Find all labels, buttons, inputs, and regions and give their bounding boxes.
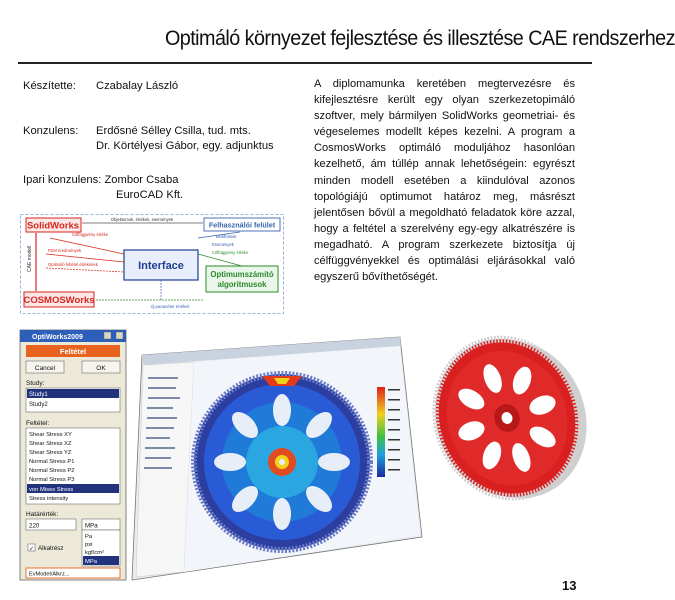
industry-name-1: Zombor Csaba	[104, 174, 179, 186]
stress-gear	[194, 374, 370, 550]
dialog-title: OptiWorks2009	[32, 334, 83, 341]
arrow-values-label: Célfüggvény értéke	[72, 232, 109, 237]
advisor-row	[23, 124, 274, 154]
condition-item: von Mises Stress	[29, 487, 74, 493]
unit-option: psi	[85, 542, 93, 548]
limit-label: Határérték:	[26, 511, 59, 518]
architecture-diagram	[20, 214, 284, 314]
solidworks-label: SolidWorks	[26, 220, 80, 232]
optiworks-dialog	[20, 330, 126, 580]
advisor-label: Konzulens:	[23, 125, 79, 137]
red-gear-render	[422, 330, 592, 500]
unit-value: MPa	[85, 522, 98, 530]
cancel-label: Cancel	[34, 365, 56, 372]
ok-label: OK	[96, 365, 106, 372]
unit-option: Pa	[85, 534, 93, 540]
advisor-name-1: Erdősné Sélley Csilla, tud. mts.	[96, 125, 251, 137]
page-title: Optimáló környezet fejlesztése és illesztése CAE rendszerhez	[164, 26, 675, 50]
condition-item: Normal Stress P3	[29, 477, 75, 483]
cosmosworks-label: COSMOSWorks	[23, 295, 95, 306]
dialog-tab-label: Feltétel	[59, 347, 87, 356]
page-number: 13	[562, 578, 577, 593]
part-label: Alkatrész	[38, 545, 64, 552]
industry-label: Ipari konzulens:	[23, 174, 102, 186]
user-interface-label: Felhasználói felület	[208, 220, 276, 230]
condition-item: Shear Stress YZ	[29, 450, 72, 456]
industry-name-2: EuroCAD Kft.	[116, 189, 184, 201]
interface-label: Interface	[138, 260, 184, 272]
arrow-reads-label: Beállítások	[216, 234, 237, 239]
check-icon: ✓	[28, 546, 35, 553]
optimizer-label-1: Optimumszámító	[210, 270, 274, 279]
condition-item: Shear Stress XY	[29, 432, 72, 438]
part-value: EvModel/Alkrz...	[29, 571, 70, 578]
condition-item: Normal Stress P1	[29, 459, 75, 465]
advisor-name-2: Dr. Körtélyesi Gábor, egy. adjunktus	[96, 140, 274, 152]
author-label: Készítette:	[23, 80, 76, 92]
condition-item: Normal Stress P2	[29, 468, 75, 474]
close-icon	[116, 332, 123, 339]
condition-item: Shear Stress XZ	[29, 441, 72, 447]
minimize-icon	[104, 332, 111, 339]
title-rule	[18, 62, 592, 64]
arrow-opt-label: Optimáló feltétel értékének	[48, 262, 98, 267]
author-row	[23, 79, 178, 94]
industry-row	[23, 173, 183, 203]
study-item-1: Study1	[29, 392, 48, 398]
arrow-events-label: Események	[212, 242, 234, 247]
arrow-fem-label: FEM eredmények	[48, 248, 82, 253]
study-label: Study:	[26, 380, 45, 387]
limit-value: 220	[29, 522, 40, 530]
author-name: Czabalay László	[96, 80, 179, 92]
solidworks-screenshot	[132, 337, 422, 580]
condition-item: Stress intensity	[29, 496, 69, 502]
arrow-new-label: Új paraméter értékek	[150, 304, 190, 309]
unit-option: MPa	[85, 559, 97, 565]
unit-option: kgf/cm²	[85, 550, 105, 556]
condition-label: Feltétel:	[26, 420, 50, 427]
cae-model-label: CAE modell	[27, 245, 33, 272]
arrow-top-label: Objektumok, értékek, események	[110, 217, 174, 222]
study-item-2: Study2	[29, 402, 48, 408]
abstract-text: A diplomamunka keretében megtervezésre és kifejlesztésre került egy olyan szerkezetopimáló szoftver, mely bármilyen SolidWorks geometriai- és végeselemes modellt képes kezelni. A program a CosmosWorks optimáló moduljához hasonlóan kezelhető, ám túllép annak lehetőségein: egyrészt minden modell esetében a kiindulóval azonos topológiájú optimumot határoz meg, másrészt jelentősen bővül a megoldható feladatok köre azzal, hogy a feltétel a szerelvény egy-egy alkatrészére is megadható. A program szerkezete biztosítja új célfüggvényekkel és optimálási eljárásokkal való egyszerű bővíthetőségét.	[314, 78, 575, 284]
optimizer-label-2: algoritmusok	[217, 280, 267, 289]
arrow-goal-label: Célfüggvény értéke	[212, 250, 249, 255]
